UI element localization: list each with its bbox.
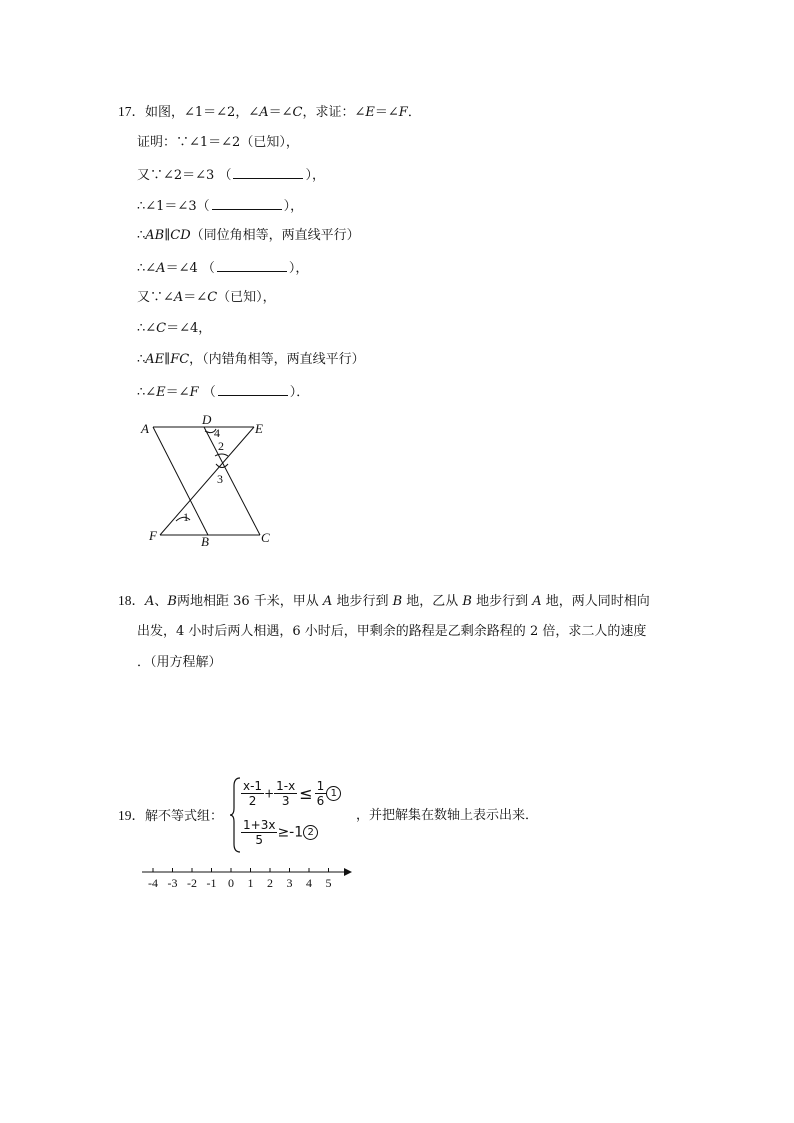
line-var: CD: [170, 228, 191, 243]
line-text: ∴∠: [137, 321, 157, 336]
line-text: ＝∠4 （: [165, 261, 215, 276]
line-var: A: [156, 261, 166, 276]
line-var: C: [156, 321, 167, 336]
point-A-label: A: [141, 421, 149, 436]
angle-1-label: 1: [183, 510, 189, 524]
line-var: F: [189, 385, 199, 400]
line-text: （已知），: [217, 290, 276, 305]
line-FE: [160, 427, 254, 535]
q18-var: B: [392, 594, 403, 609]
answer-blank[interactable]: [218, 383, 288, 396]
q18-number: 18．: [118, 593, 145, 608]
q18-var: B: [167, 594, 177, 609]
angle-2-arc: [215, 454, 228, 456]
fraction: [274, 779, 297, 808]
line-text: ∴∠1＝∠3（: [137, 199, 210, 214]
plus-sign: +: [264, 786, 275, 801]
line-AB: [153, 427, 208, 535]
q17-proof-line-5: [137, 259, 308, 277]
numerator: 1: [316, 779, 325, 793]
line-text: ∴: [137, 228, 146, 243]
number-line-tick-label: 0: [228, 876, 234, 890]
q17-number: 17．: [118, 104, 145, 119]
q19-label: [118, 808, 223, 825]
q18-line-1: [118, 593, 650, 610]
denominator: 2: [248, 794, 257, 808]
q17-proof-line-3: [137, 197, 303, 215]
parallel-symbol: ∥: [164, 352, 171, 367]
le-sign: ≤: [299, 784, 313, 803]
line-text: ＝∠: [165, 385, 190, 400]
line-var: FC: [170, 352, 190, 367]
line-text: ），: [283, 199, 304, 214]
q19-number: 19．: [118, 808, 145, 823]
geometry-figure: [138, 412, 278, 550]
answer-blank[interactable]: [212, 197, 282, 210]
q18-var: A: [532, 594, 542, 609]
line-text: ），: [305, 168, 325, 183]
q18-text: 地，乙从: [402, 594, 463, 609]
line-text: ）．: [289, 385, 310, 400]
number-line-tick-label: 4: [306, 876, 312, 890]
denominator: 3: [281, 794, 290, 808]
q18-text: 地步行到: [332, 594, 393, 609]
point-B-label: B: [201, 534, 209, 549]
q17-intro: 如图，∠1＝∠2，∠: [145, 105, 260, 120]
parallel-symbol: ∥: [164, 228, 171, 243]
numerator: 1-x: [276, 779, 296, 793]
line-text: （: [198, 385, 216, 400]
line-text: ），: [288, 261, 309, 276]
q19-tail: ，并把解集在数轴上表示出来．: [356, 808, 539, 823]
numerator: 1+3x: [243, 818, 276, 832]
q17-text: ＝∠: [374, 105, 399, 120]
q17-proof-line-7: [137, 321, 211, 337]
q17-proof-line-2: [137, 166, 325, 184]
number-line-tick-label: -2: [187, 876, 197, 890]
number-line-ticks: [148, 868, 332, 890]
line-text: （同位角相等，两直线平行）: [190, 228, 360, 243]
q18-var: B: [462, 594, 472, 609]
angle-4-label: 4: [214, 426, 220, 440]
q18-line-3: ．（用方程解）: [137, 655, 222, 670]
q17-statement: [118, 104, 421, 121]
q17-var: A: [259, 105, 269, 120]
q18-line-2: 出发，4 小时后两人相遇，6 小时后，甲剩余的路程是乙剩余路程的 2 倍，求二人的速度: [137, 624, 647, 639]
line-text: 又∵∠2＝∠3 （: [137, 168, 232, 183]
number-line-tick-label: 1: [247, 876, 254, 890]
angle-3-label: 3: [217, 472, 223, 486]
q17-proof-line-8: [137, 352, 365, 368]
line-text: ∴: [137, 352, 146, 367]
q18-text: 地，两人同时相向: [541, 594, 650, 609]
line-var: C: [207, 290, 218, 305]
line-text: ＝∠4，: [166, 321, 212, 336]
line-text: ∴∠: [137, 261, 157, 276]
point-F-label: F: [149, 528, 157, 543]
number-line-tick-label: 3: [286, 876, 293, 890]
fraction: [241, 779, 264, 808]
q17-var: E: [365, 105, 375, 120]
inequality-2: [241, 818, 318, 847]
line-var: A: [173, 290, 184, 305]
q17-proof-line-1: 证明：∵∠1＝∠2（已知），: [137, 135, 299, 150]
number-line-tick-label: -3: [167, 876, 178, 890]
q18-var: A: [322, 594, 333, 609]
line-text: ＝∠: [183, 290, 208, 305]
line-text: 又∵∠: [137, 290, 174, 305]
q17-proof-line-9: [137, 383, 309, 401]
line-var: E: [156, 385, 166, 400]
q17-text: ，求证：∠: [302, 105, 366, 120]
fraction: [241, 818, 277, 847]
q19-text: 解不等式组：: [145, 809, 224, 824]
q18-text: 两地相距 36 千米，甲从: [176, 594, 323, 609]
arrow-right-icon: [344, 868, 352, 876]
angle-2-label: 2: [218, 439, 224, 453]
point-D-label: D: [202, 412, 212, 427]
number-line-tick-label: 5: [325, 876, 332, 890]
q18-var: A: [145, 594, 155, 609]
line-var: AE: [145, 352, 165, 367]
line-text: ，（内错角相等，两直线平行）: [189, 352, 365, 367]
answer-blank[interactable]: [233, 166, 303, 179]
fraction: [315, 779, 327, 808]
circled-number-1: 1: [326, 786, 341, 801]
q17-text: ＝∠: [268, 105, 293, 120]
q17-proof-line-4: [137, 228, 360, 244]
numerator: x-1: [243, 779, 263, 793]
number-line: [140, 862, 360, 892]
number-line-tick-label: 2: [267, 876, 273, 890]
circled-number-2: 2: [303, 825, 318, 840]
line-DC: [204, 427, 260, 535]
line-text: ∴∠: [137, 385, 157, 400]
q17-proof-line-6: [137, 290, 276, 306]
answer-blank[interactable]: [217, 259, 287, 272]
number-line-tick-label: -4: [148, 876, 158, 890]
inequality-1: [241, 779, 341, 808]
ge-expression: ≥-1: [277, 824, 304, 841]
point-E-label: E: [255, 421, 263, 436]
q18-text: 、: [154, 594, 168, 609]
denominator: 6: [316, 794, 325, 808]
q17-var: F: [398, 105, 408, 120]
point-C-label: C: [261, 530, 270, 545]
q17-var: C: [292, 105, 303, 120]
number-line-tick-label: -1: [206, 876, 217, 890]
line-var: AB: [145, 228, 165, 243]
denominator: 5: [255, 833, 264, 847]
q18-text: 地步行到: [471, 594, 533, 609]
q17-text: ．: [407, 105, 421, 120]
